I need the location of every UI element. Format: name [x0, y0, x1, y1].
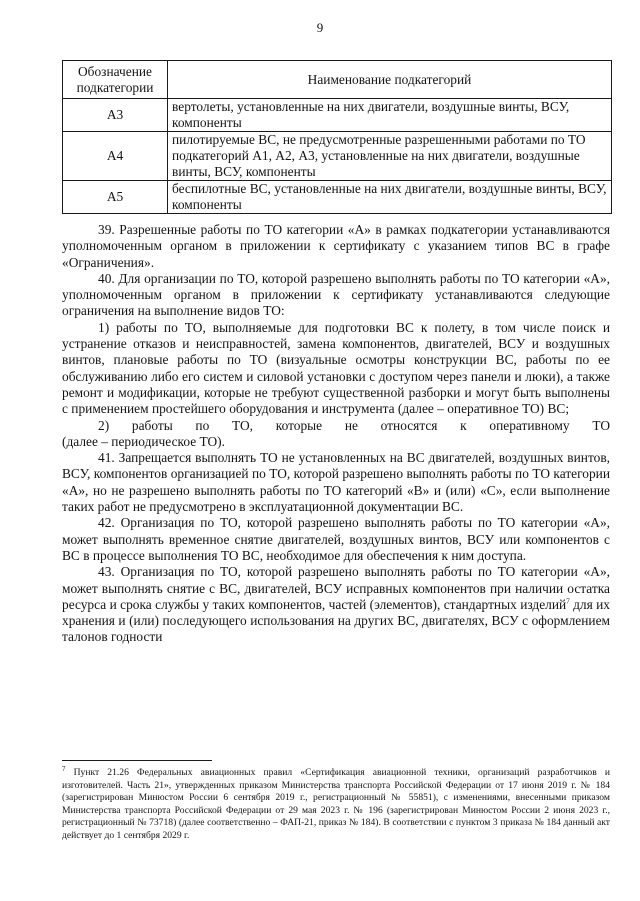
paragraph-40: 40. Для организации по ТО, которой разрешено выполнять работы по ТО категории «А», уполномоченным органом в приложении к сертификату устанавливаются следующие ограничения на выполнение видов ТО: — [62, 270, 610, 319]
table-row — [63, 99, 612, 132]
table-row — [63, 181, 612, 214]
table-header-row — [63, 61, 612, 99]
row-code: А5 — [63, 181, 168, 214]
footnote-ref[interactable]: 7 — [566, 597, 570, 606]
paragraph-43-text-cont: для их хранения и (или) последующего использования на других ВС, двигателях, ВСУ с оформлением талонов годности — [62, 596, 611, 645]
paragraph-43-text: 43. Организация по ТО, которой разрешено выполнять работы по ТО категории «А», может выполнять снятие с ВС, двигателей, ВСУ исправных компонентов при наличии остатка ресурса и срока службы у таких компонентов, частей (элементов), стандартных изделий — [62, 564, 610, 612]
row-name: беспилотные ВС, установленные на них двигатели, воздушные винты, ВСУ, компоненты — [168, 181, 612, 214]
footnote-text: Пункт 21.26 Федеральных авиационных правил «Сертификация авиационной техники, организаций разработчиков и изготовителей. Часть 21», утвержденных приказом Министерства транспорта Российской Федерации от 17 июня 2019 г. № 184 (зарегистрирован Минюстом России 6 сентября 2019 г., регистрационный № 55851), с изменениями, внесенными приказом Министерства транспорта Российской Федерации от 29 мая 2023 г. № 196 (зарегистрирован Минюстом России 2 июня 2023 г., регистрационный № 73718) (далее соответственно – ФАП-21, приказ № 184). В соответствии с пунктом 3 приказа № 184 данный акт действует до 1 сентября 2029 г. — [62, 767, 610, 841]
subcategory-table — [62, 60, 612, 214]
row-code: А4 — [63, 132, 168, 181]
paragraph-41: 41. Запрещается выполнять ТО не установленных на ВС двигателей, воздушных винтов, ВСУ, компонентов организацией по ТО, которой разрешено выполнять работы по ТО категории «А», но не разрешено выполнять работы по ТО категорий «В» и (или) «С», если выполнение таких работ не предусмотрено в эксплуатационной документации ВС. — [62, 450, 610, 515]
row-code: А3 — [63, 99, 168, 132]
paragraph-40-item-2: 2) работы по ТО, которые не относятся к оперативному ТО — [98, 417, 610, 433]
footnote — [62, 764, 610, 843]
paragraph-40-item-2-cont: (далее – периодическое ТО). — [62, 433, 225, 449]
paragraph-39: 39. Разрешенные работы по ТО категории «А» в рамках подкатегории устанавливаются уполномоченным органом в приложении к сертификату с указанием типов ВС в графе «Ограничения». — [62, 222, 610, 270]
row-name: вертолеты, установленные на них двигатели, воздушные винты, ВСУ, компоненты — [168, 99, 612, 132]
footnote-marker: 7 — [62, 764, 66, 773]
table-row — [63, 132, 612, 181]
page-number: 9 — [316, 20, 324, 35]
header-name: Наименование подкатегорий — [168, 61, 612, 99]
paragraph-42: 42. Организация по ТО, которой разрешено выполнять работы по ТО категории «А», может выполнять временное снятие двигателей, воздушных винтов, ВСУ или компонентов с ВС в процессе выполнения ТО ВС, необходимое для обеспечения к ним доступа. — [62, 515, 610, 563]
row-name: пилотируемые ВС, не предусмотренные разрешенными работами по ТО подкатегорий А1, А2, А3, установленные на них двигатели, воздушные винты, ВСУ, компоненты — [168, 132, 612, 181]
document-body — [62, 222, 610, 646]
paragraph-43 — [62, 564, 610, 645]
paragraph-40-item-1: 1) работы по ТО, выполняемые для подготовки ВС к полету, в том числе поиск и устранение отказов и неисправностей, замена компонентов, двигателей, ВСУ и воздушных винтов, плановые работы по ТО (визуальные осмотры конструкции ВС, работы по ее обслуживанию либо его систем и силовой установки с доступом через панели и люки), а также ремонт и модификации, которые не требуют существенной разборки и могут быть выполнены с применением простейшего оборудования и инструмента (далее – оперативное ТО) ВС; — [62, 319, 610, 417]
footnote-divider — [62, 760, 212, 761]
header-code: Обозначение подкатегории — [63, 61, 168, 99]
